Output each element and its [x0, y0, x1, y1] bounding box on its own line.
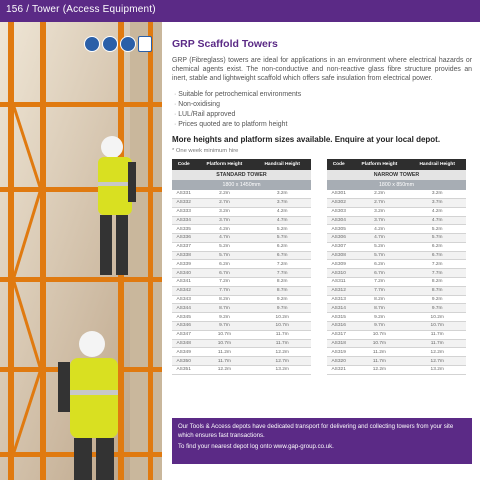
cell-handrail-height: 7.2m [253, 260, 311, 269]
cell-code: AS315 [327, 313, 350, 322]
col-code: Code [327, 159, 350, 170]
table-row [327, 242, 466, 251]
cell-code: AS339 [172, 260, 195, 269]
feature-item: · Prices quoted are to platform height [172, 120, 472, 130]
cell-code: AS312 [327, 286, 350, 295]
col-platform-height: Platform Height [350, 159, 408, 170]
table-row [172, 339, 311, 348]
table-row [172, 313, 311, 322]
cell-platform-height: 3.7m [350, 216, 408, 225]
cell-handrail-height: 9.7m [253, 304, 311, 313]
cell-platform-height: 2.7m [350, 198, 408, 207]
cell-platform-height: 12.2m [195, 366, 253, 375]
table-row [172, 304, 311, 313]
hi-vis-icon [138, 36, 152, 52]
table-row [327, 198, 466, 207]
table-row [172, 330, 311, 339]
cell-handrail-height: 9.7m [408, 304, 466, 313]
feature-item: · LUL/Rail approved [172, 110, 472, 120]
table-row [172, 190, 311, 199]
tables-area [172, 159, 472, 411]
cell-platform-height: 12.2m [350, 366, 408, 375]
narrow-tower-name: NARROW TOWER [327, 170, 466, 180]
cell-platform-height: 6.2m [350, 260, 408, 269]
delivery-banner [172, 418, 472, 464]
feature-item: · Non-oxidising [172, 100, 472, 110]
table-row [172, 207, 311, 216]
cell-handrail-height: 4.2m [408, 207, 466, 216]
table-row [172, 225, 311, 234]
cell-handrail-height: 7.2m [408, 260, 466, 269]
table-row [172, 260, 311, 269]
cell-handrail-height: 3.2m [408, 190, 466, 199]
cell-platform-height: 8.7m [350, 304, 408, 313]
cell-platform-height: 8.2m [350, 295, 408, 304]
col-handrail-height: Handrail Height [253, 159, 311, 170]
cell-handrail-height: 4.2m [253, 207, 311, 216]
hard-hat-icon [84, 36, 100, 52]
cell-platform-height: 7.2m [350, 278, 408, 287]
table-row [327, 313, 466, 322]
cell-handrail-height: 12.2m [253, 348, 311, 357]
standard-tower-size: 1800 x 1450mm [172, 180, 311, 190]
table-row [327, 286, 466, 295]
enquire-subhead: More heights and platform sizes available. Enquire at your local depot. [172, 134, 441, 144]
cell-handrail-height: 13.2m [408, 366, 466, 375]
cell-code: AS317 [327, 330, 350, 339]
col-platform-height: Platform Height [195, 159, 253, 170]
table-row [172, 348, 311, 357]
banner-line-2[interactable]: To find your nearest depot log onto www.gap-group.co.uk. [178, 443, 334, 450]
table-row [327, 330, 466, 339]
cell-platform-height: 2.2m [350, 190, 408, 199]
table-row [327, 269, 466, 278]
cell-code: AS350 [172, 357, 195, 366]
cell-handrail-height: 3.7m [408, 198, 466, 207]
table-row [172, 366, 311, 375]
cell-handrail-height: 7.7m [253, 269, 311, 278]
cell-code: AS341 [172, 278, 195, 287]
cell-handrail-height: 10.2m [253, 313, 311, 322]
cell-handrail-height: 11.7m [253, 339, 311, 348]
cell-handrail-height: 11.7m [253, 330, 311, 339]
table-row [172, 295, 311, 304]
cell-platform-height: 5.2m [350, 242, 408, 251]
cell-handrail-height: 10.7m [253, 322, 311, 331]
cell-platform-height: 7.7m [350, 286, 408, 295]
cell-platform-height: 6.2m [195, 260, 253, 269]
cell-handrail-height: 6.2m [408, 242, 466, 251]
cell-platform-height: 10.7m [350, 330, 408, 339]
cell-code: AS313 [327, 295, 350, 304]
cell-code: AS320 [327, 357, 350, 366]
table-row [327, 322, 466, 331]
cell-handrail-height: 4.7m [253, 216, 311, 225]
cell-platform-height: 6.7m [195, 269, 253, 278]
cell-platform-height: 6.7m [350, 269, 408, 278]
feature-list [172, 90, 472, 130]
table-row [327, 348, 466, 357]
cell-code: AS301 [327, 190, 350, 199]
table-row [172, 286, 311, 295]
cell-platform-height: 5.7m [350, 251, 408, 260]
cell-code: AS307 [327, 242, 350, 251]
intro-paragraph: GRP (Fibreglass) towers are ideal for applications in an environment where electrical hazards or chemical agents exist. The non-conductive and non-reactive glass fibre structure provides an inert, stable and lightweight scaffold which offers safe insulation from electrical power. [172, 57, 472, 83]
scaffold-photo [0, 22, 162, 480]
cell-platform-height: 9.7m [350, 322, 408, 331]
cell-handrail-height: 8.7m [253, 286, 311, 295]
cell-platform-height: 3.7m [195, 216, 253, 225]
cell-handrail-height: 3.2m [253, 190, 311, 199]
col-handrail-height: Handrail Height [408, 159, 466, 170]
standard-tower-rows [172, 190, 311, 375]
cell-handrail-height: 11.7m [408, 330, 466, 339]
cell-platform-height: 11.7m [195, 357, 253, 366]
cell-handrail-height: 12.7m [253, 357, 311, 366]
cell-code: AS335 [172, 225, 195, 234]
cell-platform-height: 11.2m [350, 348, 408, 357]
table-row [327, 190, 466, 199]
page-label: 156 / Tower (Access Equipment) [6, 4, 156, 15]
cell-platform-height: 8.2m [195, 295, 253, 304]
table-row [172, 357, 311, 366]
cell-code: AS344 [172, 304, 195, 313]
cell-code: AS302 [327, 198, 350, 207]
cell-platform-height: 9.2m [350, 313, 408, 322]
cell-platform-height: 10.7m [195, 330, 253, 339]
cell-platform-height: 8.7m [195, 304, 253, 313]
gloves-icon [102, 36, 118, 52]
table-row [327, 207, 466, 216]
cell-code: AS316 [327, 322, 350, 331]
cell-handrail-height: 5.2m [253, 225, 311, 234]
page-header-bar [0, 0, 480, 22]
cell-code: AS308 [327, 251, 350, 260]
cell-platform-height: 10.7m [195, 339, 253, 348]
table-row [327, 366, 466, 375]
cell-handrail-height: 5.2m [408, 225, 466, 234]
cell-code: AS351 [172, 366, 195, 375]
cell-platform-height: 3.2m [195, 207, 253, 216]
cell-code: AS349 [172, 348, 195, 357]
banner-line-1: Our Tools & Access depots have dedicated transport for delivering and collecting towers from your site which ensures fast transactions. [178, 423, 454, 439]
table-row [327, 339, 466, 348]
cell-code: AS332 [172, 198, 195, 207]
cell-handrail-height: 12.7m [408, 357, 466, 366]
cell-platform-height: 5.7m [195, 251, 253, 260]
table-row [327, 304, 466, 313]
main-content [172, 38, 472, 411]
table-row [327, 278, 466, 287]
table-row [172, 269, 311, 278]
table-row [172, 234, 311, 243]
cell-handrail-height: 8.7m [408, 286, 466, 295]
cell-code: AS311 [327, 278, 350, 287]
cell-code: AS345 [172, 313, 195, 322]
safety-icons [84, 36, 154, 56]
cell-handrail-height: 10.2m [408, 313, 466, 322]
cell-code: AS309 [327, 260, 350, 269]
cell-code: AS336 [172, 234, 195, 243]
cell-code: AS343 [172, 295, 195, 304]
narrow-tower-table [327, 159, 466, 375]
cell-code: AS318 [327, 339, 350, 348]
cell-code: AS348 [172, 339, 195, 348]
page-title: GRP Scaffold Towers [172, 38, 278, 50]
cell-handrail-height: 5.7m [253, 234, 311, 243]
cell-handrail-height: 12.2m [408, 348, 466, 357]
cell-platform-height: 10.7m [350, 339, 408, 348]
cell-code: AS319 [327, 348, 350, 357]
cell-code: AS338 [172, 251, 195, 260]
cell-code: AS310 [327, 269, 350, 278]
cell-platform-height: 5.2m [195, 242, 253, 251]
cell-code: AS331 [172, 190, 195, 199]
cell-platform-height: 9.7m [195, 322, 253, 331]
cell-handrail-height: 6.7m [253, 251, 311, 260]
cell-handrail-height: 5.7m [408, 234, 466, 243]
cell-platform-height: 4.7m [350, 234, 408, 243]
cell-code: AS337 [172, 242, 195, 251]
cell-handrail-height: 9.2m [253, 295, 311, 304]
table-row [327, 225, 466, 234]
col-code: Code [172, 159, 195, 170]
standard-tower-table [172, 159, 311, 375]
cell-code: AS333 [172, 207, 195, 216]
cell-platform-height: 2.2m [195, 190, 253, 199]
cell-platform-height: 4.2m [350, 225, 408, 234]
cell-code: AS347 [172, 330, 195, 339]
cell-handrail-height: 6.2m [253, 242, 311, 251]
cell-platform-height: 7.2m [195, 278, 253, 287]
cell-handrail-height: 13.2m [253, 366, 311, 375]
table-row [327, 234, 466, 243]
cell-code: AS346 [172, 322, 195, 331]
table-row [172, 242, 311, 251]
table-row [172, 198, 311, 207]
cell-handrail-height: 10.7m [408, 322, 466, 331]
cell-platform-height: 11.2m [195, 348, 253, 357]
cell-handrail-height: 9.2m [408, 295, 466, 304]
cell-code: AS305 [327, 225, 350, 234]
table-row [172, 216, 311, 225]
cell-handrail-height: 4.7m [408, 216, 466, 225]
table-row [327, 251, 466, 260]
narrow-tower-size: 1800 x 850mm [327, 180, 466, 190]
cell-platform-height: 4.7m [195, 234, 253, 243]
feature-item: · Suitable for petrochemical environments [172, 90, 472, 100]
table-row [327, 357, 466, 366]
table-row [327, 295, 466, 304]
cell-handrail-height: 11.7m [408, 339, 466, 348]
table-row [172, 251, 311, 260]
cell-platform-height: 9.2m [195, 313, 253, 322]
cell-platform-height: 7.7m [195, 286, 253, 295]
cell-platform-height: 4.2m [195, 225, 253, 234]
table-row [327, 260, 466, 269]
cell-code: AS306 [327, 234, 350, 243]
cell-code: AS303 [327, 207, 350, 216]
cell-code: AS304 [327, 216, 350, 225]
table-row [172, 322, 311, 331]
cell-handrail-height: 6.7m [408, 251, 466, 260]
narrow-tower-rows [327, 190, 466, 375]
cell-code: AS340 [172, 269, 195, 278]
hire-footnote: * One week minimum hire [172, 147, 239, 154]
cell-platform-height: 2.7m [195, 198, 253, 207]
cell-platform-height: 11.7m [350, 357, 408, 366]
standard-tower-name: STANDARD TOWER [172, 170, 311, 180]
cell-handrail-height: 3.7m [253, 198, 311, 207]
cell-handrail-height: 8.2m [408, 278, 466, 287]
cell-handrail-height: 8.2m [253, 278, 311, 287]
cell-code: AS342 [172, 286, 195, 295]
cell-handrail-height: 7.7m [408, 269, 466, 278]
cell-code: AS321 [327, 366, 350, 375]
cell-platform-height: 3.2m [350, 207, 408, 216]
table-row [172, 278, 311, 287]
boots-icon [120, 36, 136, 52]
cell-code: AS314 [327, 304, 350, 313]
table-row [327, 216, 466, 225]
cell-code: AS334 [172, 216, 195, 225]
